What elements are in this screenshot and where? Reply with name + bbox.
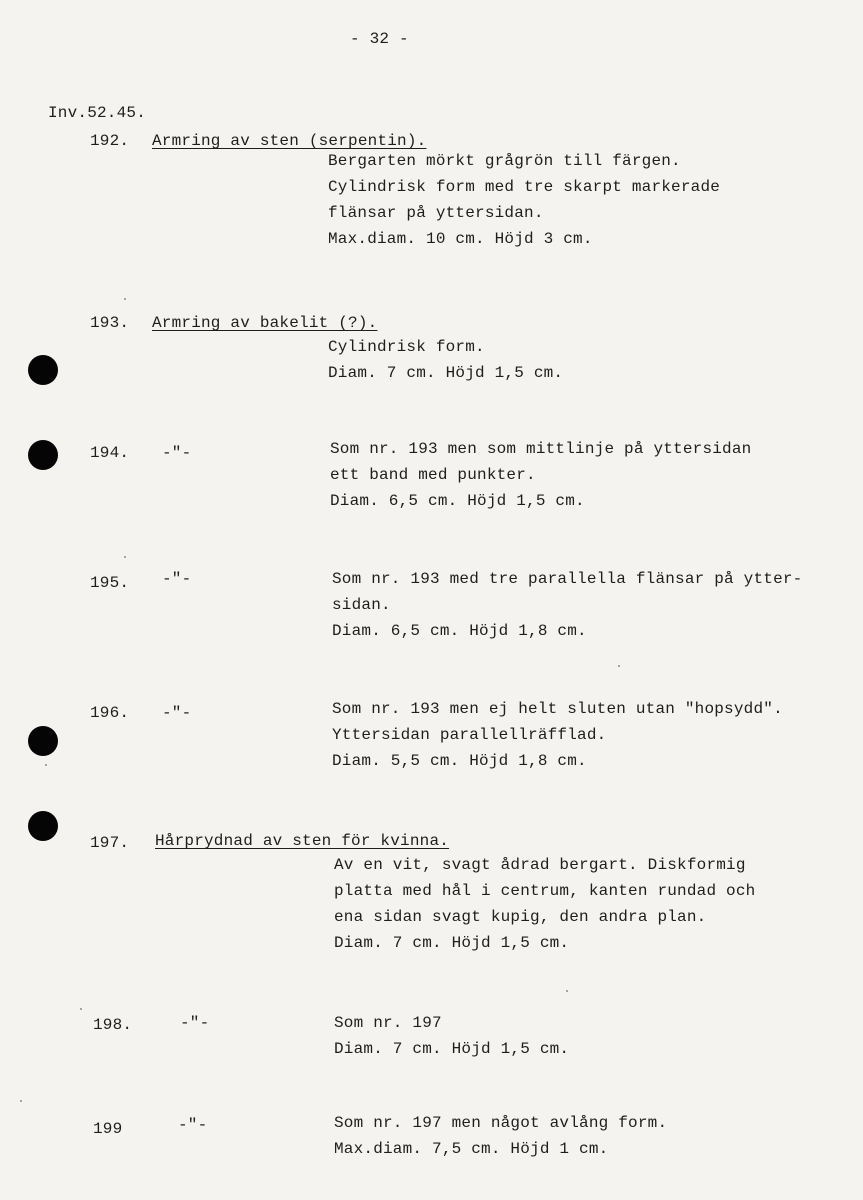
punch-hole [28, 811, 58, 841]
page-number: - 32 - [350, 30, 409, 48]
entry-number: 192. [90, 132, 130, 150]
entry-line: Av en vit, svagt ådrad bergart. Diskformig [334, 856, 746, 874]
ditto-mark: -"- [180, 1014, 210, 1032]
entry-line: Yttersidan parallellräfflad. [332, 726, 607, 744]
entry-line: Bergarten mörkt grågrön till färgen. [328, 152, 681, 170]
entry-number: 193. [90, 314, 130, 332]
entry-number: 198. [93, 1016, 133, 1034]
entry-number: 195. [90, 574, 130, 592]
entry-line: flänsar på yttersidan. [328, 204, 544, 222]
entry-line: Diam. 7 cm. Höjd 1,5 cm. [334, 1040, 570, 1058]
inventory-number: Inv.52.45. [48, 104, 147, 122]
entry-line: Cylindrisk form med tre skarpt markerade [328, 178, 721, 196]
entry-number: 196. [90, 704, 130, 722]
entry-line: Max.diam. 10 cm. Höjd 3 cm. [328, 230, 593, 248]
entry-line: Som nr. 197 men något avlång form. [334, 1114, 668, 1132]
entry-line: ett band med punkter. [330, 466, 536, 484]
entry-title: Armring av bakelit (?). [152, 314, 378, 332]
entry-line: Diam. 5,5 cm. Höjd 1,8 cm. [332, 752, 587, 770]
entry-line: platta med hål i centrum, kanten rundad och [334, 882, 756, 900]
ditto-mark: -"- [162, 704, 192, 722]
entry-title: Hårprydnad av sten för kvinna. [155, 832, 450, 850]
entry-line: sidan. [332, 596, 391, 614]
entry-line: Diam. 6,5 cm. Höjd 1,8 cm. [332, 622, 587, 640]
entry-line: Som nr. 193 men som mittlinje på yttersidan [330, 440, 752, 458]
ditto-mark: -"- [178, 1116, 208, 1134]
entry-line: Som nr. 197 [334, 1014, 442, 1032]
entry-line: Max.diam. 7,5 cm. Höjd 1 cm. [334, 1140, 609, 1158]
entry-line: Diam. 6,5 cm. Höjd 1,5 cm. [330, 492, 585, 510]
entry-line: Som nr. 193 med tre parallella flänsar på ytter- [332, 570, 803, 588]
entry-number: 194. [90, 444, 130, 462]
entry-line: Som nr. 193 men ej helt sluten utan "hopsydd". [332, 700, 783, 718]
ditto-mark: -"- [162, 444, 192, 462]
entry-line: Diam. 7 cm. Höjd 1,5 cm. [334, 934, 570, 952]
entry-number: 199 [93, 1120, 123, 1138]
entry-line: ena sidan svagt kupig, den andra plan. [334, 908, 707, 926]
punch-hole [28, 440, 58, 470]
punch-hole [28, 355, 58, 385]
ditto-mark: -"- [162, 570, 192, 588]
entry-line: Cylindrisk form. [328, 338, 485, 356]
entry-title: Armring av sten (serpentin). [152, 132, 427, 150]
entry-line: Diam. 7 cm. Höjd 1,5 cm. [328, 364, 564, 382]
punch-hole [28, 726, 58, 756]
entry-number: 197. [90, 834, 130, 852]
